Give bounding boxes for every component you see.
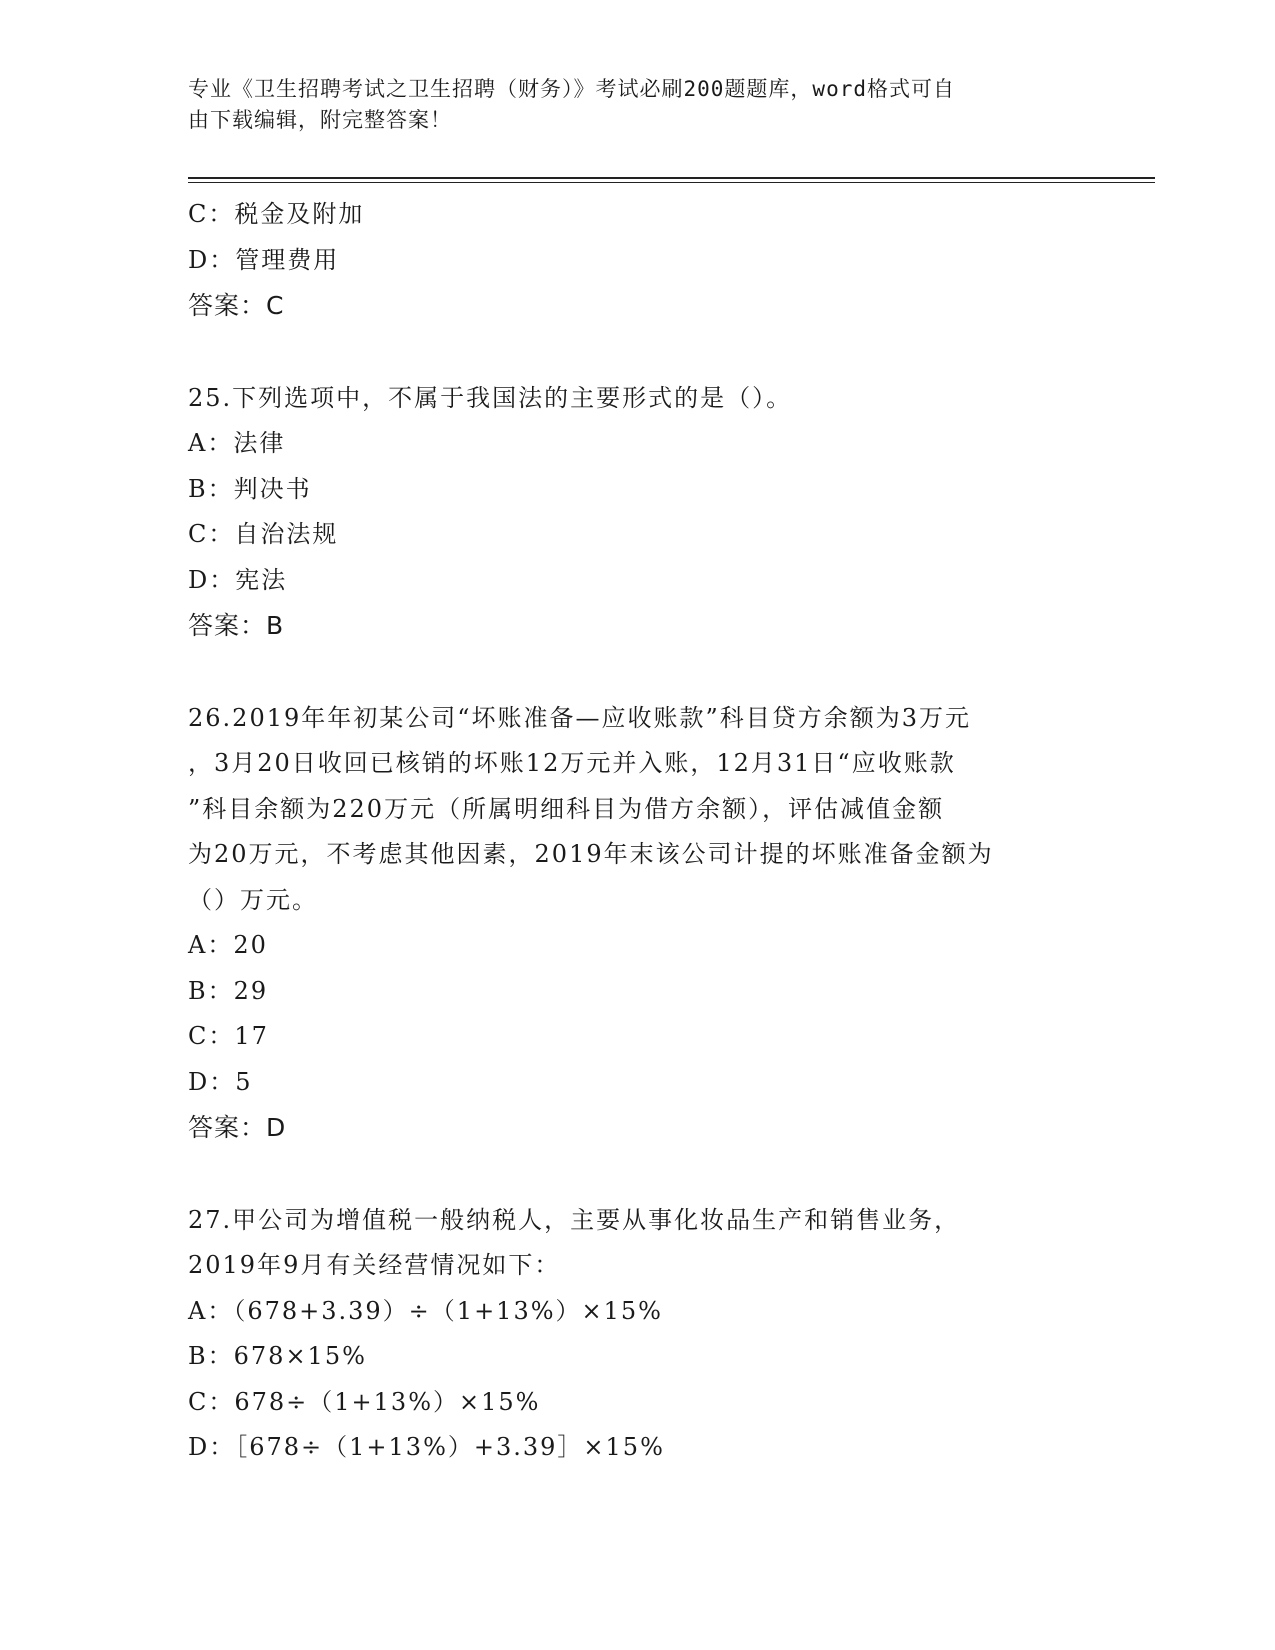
- question-stem: 25.下列选项中，不属于我国法的主要形式的是（）。: [188, 383, 793, 412]
- question-stem-line: 27.甲公司为增值税一般纳税人，主要从事化妆品生产和销售业务，: [188, 1205, 961, 1234]
- answer-line: 答案：B: [188, 611, 285, 640]
- option-d: D：［678÷（1+13%）+3.39］×15%: [188, 1433, 665, 1461]
- answer-line: 答案：D: [188, 1113, 287, 1142]
- option-a: A：20: [188, 931, 268, 959]
- question-stem-line: 26.2019年年初某公司“坏账准备—应收账款”科目贷方余额为3万元: [188, 703, 972, 732]
- option-b: B：判决书: [188, 474, 312, 503]
- option-c: C：自治法规: [188, 520, 339, 548]
- option-b: B：29: [188, 976, 269, 1005]
- option-b: B：678×15%: [188, 1342, 367, 1370]
- header-divider-thick: [188, 177, 1155, 179]
- question-26: [188, 696, 1088, 1151]
- header-divider-thin: [188, 182, 1155, 183]
- header-line-2: 由下载编辑，附完整答案！: [188, 108, 452, 132]
- option-a: A：法律: [188, 429, 286, 457]
- question-stem-line: （）万元。: [188, 885, 318, 914]
- question-stem-line: ，3月20日收回已核销的坏账12万元并入账，12月31日“应收账款: [188, 749, 956, 777]
- question-27: [188, 1198, 1088, 1471]
- option-a: A：（678+3.39）÷（1+13%）×15%: [188, 1296, 663, 1325]
- question-list: [188, 192, 1088, 1471]
- option-d: D：宪法: [188, 565, 288, 594]
- header-line-1: 专业《卫生招聘考试之卫生招聘（财务）》考试必刷200题题库，word格式可自: [188, 77, 955, 101]
- option-c: C：17: [188, 1022, 269, 1050]
- question-stem-line: 为20万元，不考虑其他因素，2019年末该公司计提的坏账准备金额为: [188, 840, 994, 868]
- answer-line: 答案：C: [188, 291, 285, 320]
- option-d: D：管理费用: [188, 245, 340, 274]
- option-c: C：税金及附加: [188, 200, 365, 228]
- question-25: [188, 376, 1088, 649]
- question-continued: [188, 192, 1088, 329]
- option-c: C：678÷（1+13%）×15%: [188, 1387, 541, 1416]
- question-stem-line: 2019年9月有关经营情况如下：: [188, 1251, 561, 1279]
- option-d: D：5: [188, 1067, 253, 1096]
- document-header: [188, 74, 1068, 136]
- question-stem-line: ”科目余额为220万元（所属明细科目为借方余额），评估减值金额: [188, 794, 945, 823]
